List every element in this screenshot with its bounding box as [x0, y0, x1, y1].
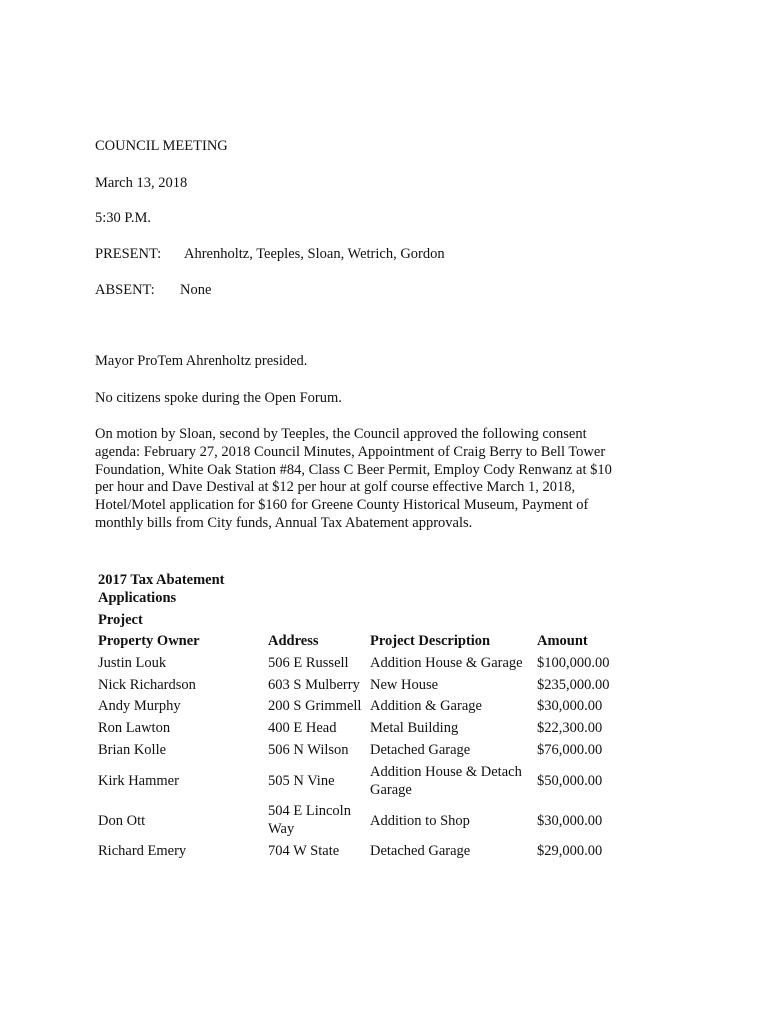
- absent-label: ABSENT:: [95, 282, 155, 298]
- amount-cell: $235,000.00: [537, 677, 610, 693]
- owner-cell: Don Ott: [98, 813, 146, 829]
- address-cell: 504 E Lincoln Way: [268, 803, 351, 837]
- amount-cell: $76,000.00: [537, 742, 603, 758]
- address-cell: 400 E Head: [268, 720, 337, 736]
- table-subheading: Project: [98, 612, 143, 628]
- presided-text: Mayor ProTem Ahrenholtz presided.: [95, 353, 308, 369]
- absent-members: None: [180, 282, 212, 298]
- owner-cell: Brian Kolle: [98, 742, 167, 758]
- header-address: Address: [268, 633, 319, 649]
- present-line: [95, 245, 445, 263]
- open-forum-text: No citizens spoke during the Open Forum.: [95, 390, 342, 406]
- meeting-date: March 13, 2018: [95, 175, 188, 191]
- absent-line: [95, 281, 211, 299]
- address-cell: 200 S Grimmell: [268, 698, 362, 714]
- address-cell: 704 W State: [268, 843, 340, 859]
- present-label: PRESENT:: [95, 246, 162, 262]
- owner-cell: Nick Richardson: [98, 677, 196, 693]
- amount-cell: $50,000.00: [537, 773, 603, 789]
- description-cell: Addition to Shop: [370, 813, 470, 829]
- owner-cell: Justin Louk: [98, 655, 167, 671]
- meeting-title: COUNCIL MEETING: [95, 138, 228, 154]
- address-cell: 506 E Russell: [268, 655, 349, 671]
- amount-cell: $22,300.00: [537, 720, 603, 736]
- description-cell: Detached Garage: [370, 742, 471, 758]
- address-cell: 603 S Mulberry: [268, 677, 360, 693]
- owner-cell: Kirk Hammer: [98, 773, 179, 789]
- amount-cell: $30,000.00: [537, 698, 603, 714]
- description-cell: Addition & Garage: [370, 698, 482, 714]
- table-title: 2017 Tax Abatement Applications: [98, 572, 225, 606]
- owner-cell: Ron Lawton: [98, 720, 171, 736]
- header-property-owner: Property Owner: [98, 633, 200, 649]
- present-members: Ahrenholtz, Teeples, Sloan, Wetrich, Gordon: [184, 246, 445, 262]
- amount-cell: $29,000.00: [537, 843, 603, 859]
- owner-cell: Andy Murphy: [98, 698, 181, 714]
- owner-cell: Richard Emery: [98, 843, 187, 859]
- meeting-time: 5:30 P.M.: [95, 210, 152, 226]
- description-cell: Detached Garage: [370, 843, 471, 859]
- description-cell: Addition House & Detach Garage: [370, 764, 522, 798]
- description-cell: New House: [370, 677, 439, 693]
- description-cell: Addition House & Garage: [370, 655, 523, 671]
- amount-cell: $100,000.00: [537, 655, 610, 671]
- amount-cell: $30,000.00: [537, 813, 603, 829]
- header-amount: Amount: [537, 633, 588, 649]
- address-cell: 505 N Vine: [268, 773, 335, 789]
- header-project-description: Project Description: [370, 633, 491, 649]
- address-cell: 506 N Wilson: [268, 742, 349, 758]
- description-cell: Metal Building: [370, 720, 459, 736]
- consent-agenda-paragraph: On motion by Sloan, second by Teeples, the Council approved the following consent agenda: February 27, 2018 Council Minutes, Appointment of Craig Berry to Bell Tower Foundation, White Oak Station #84, Class C Beer Permit, Employ Cody Renwanz at $10 per hour and Dave Destival at $12 per hour at golf course effective March 1, 2018, Hotel/Motel application for $160 for Greene County Historical Museum, Payment of monthly bills from City funds, Annual Tax Abatement approvals.: [95, 426, 612, 531]
